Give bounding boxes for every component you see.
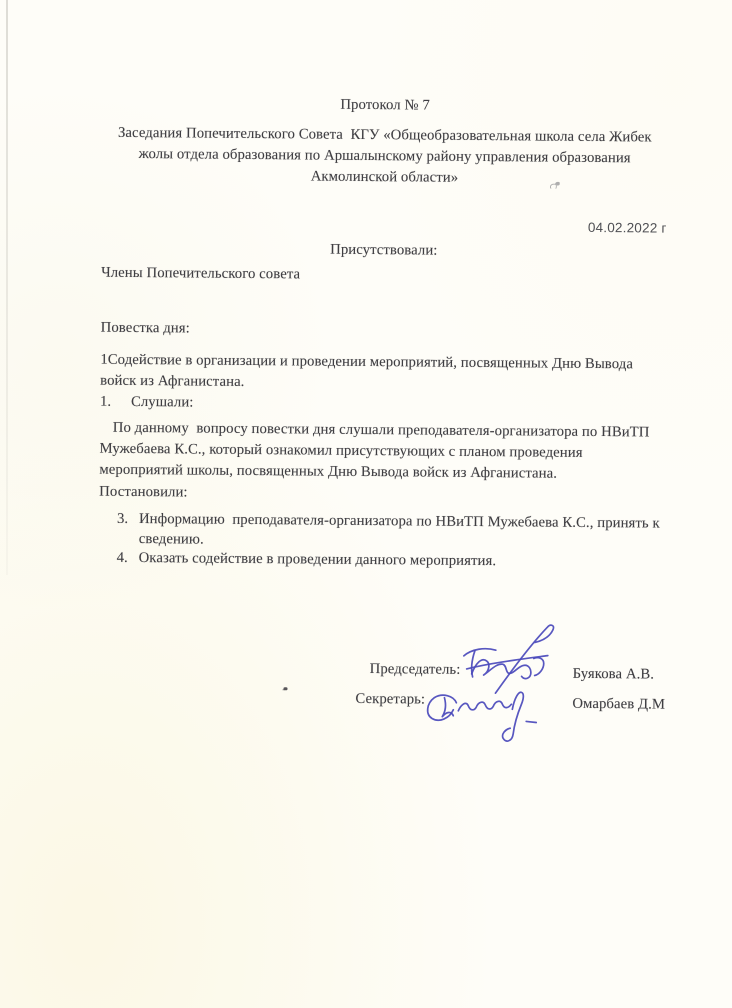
heard-number: 1. [99, 393, 112, 410]
chairman-name: Буякова А.В. [572, 665, 655, 683]
heard-section-heading [100, 392, 665, 418]
document-subtitle: Заседания Попечительского Совета КГУ «Общеобразовательная школа села Жибек жолы отдела образования по Аршалынскому району управления образования Акмолинской области» [117, 124, 656, 186]
chairman-role-label: Председатель: [369, 660, 461, 678]
document-body [97, 0, 669, 773]
resolution-text: Информацию преподавателя-организатора по НВиТП Мужебаева К.С., принять к сведению. [138, 511, 664, 548]
attendees-heading: Присутствовали: [330, 241, 438, 259]
page-title: Протокол № 7 [340, 96, 430, 114]
agenda-item: 1Содействие в организации и проведении мероприятий, посвященных Дню Вывода войск из Афганистана. [100, 351, 637, 390]
resolutions-list [99, 510, 664, 573]
secretary-signature [421, 686, 546, 749]
resolved-heading: Постановили: [99, 483, 188, 501]
resolution-number: 4. [116, 549, 128, 566]
resolution-item [99, 510, 664, 554]
resolution-text: Оказать содействие в проведении данного мероприятия. [138, 550, 497, 570]
secretary-name: Омарбаев Д.М [572, 695, 666, 713]
resolution-item [99, 549, 664, 573]
heard-label: Слушали: [130, 393, 194, 411]
signature-block [97, 648, 666, 773]
heard-text: По данному вопросу повестки дня слушали преподавателя-организатора по НВиТП Мужебаева К.С., который ознакомил присутствующих с планом проведения мероприятий школы, посвященных Дню Вывода войск из Афганистана. [99, 419, 654, 482]
attendees-text: Члены Попечительского совета [101, 264, 301, 283]
document-date: 04.02.2022 г [587, 219, 667, 236]
agenda-heading: Повестка дня: [100, 319, 190, 337]
secretary-role-label: Секретарь: [355, 690, 426, 708]
resolution-number: 3. [116, 510, 129, 527]
